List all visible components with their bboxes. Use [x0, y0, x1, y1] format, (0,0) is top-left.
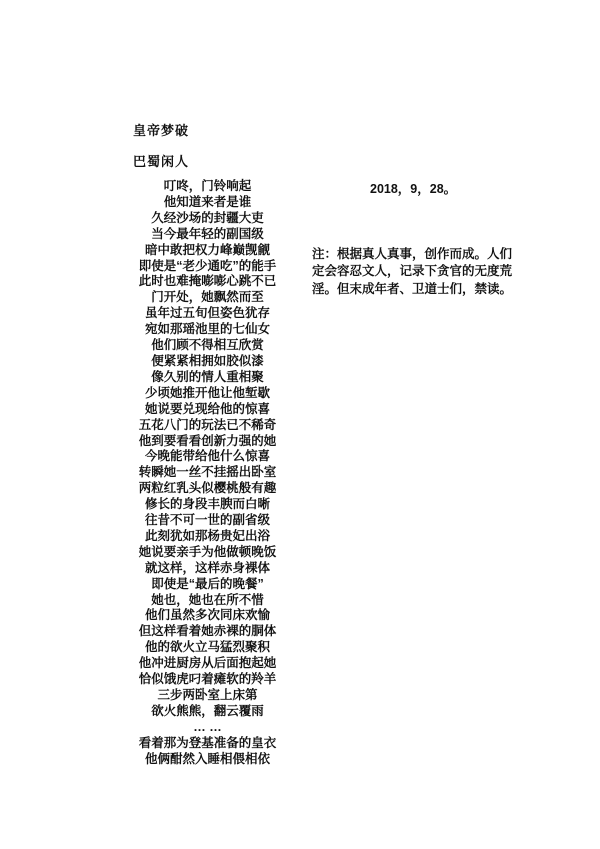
poem-line: 门开处，她飘然而至: [151, 290, 264, 305]
poem-line: 往昔不可一世的副省级: [144, 513, 270, 528]
poem-line: 欲火熊熊，翻云覆雨: [151, 703, 264, 718]
poem-line: 两粒红乳头似樱桃般有趣: [138, 481, 277, 496]
date-text: 2018，9，28。: [370, 182, 457, 196]
poem-line: 他到要看看创新力强的她: [138, 433, 277, 448]
note-line: 注：根据真人真事，创作而成。人们: [312, 247, 513, 261]
poem-line: 少顷她推开他让他堑歇: [144, 385, 270, 400]
poem-line: 虽年过五旬但姿色犹存: [144, 306, 270, 321]
poem-line: 他们顾不得相互欣赏: [151, 338, 264, 353]
poem-line: 今晚能带给他什么惊喜: [144, 449, 270, 464]
poem-line: 宛如那瑶池里的七仙女: [144, 322, 270, 337]
poem-line: 他知道来者是谁: [163, 194, 252, 209]
poem-line: 便紧紧相拥如胶似漆: [151, 353, 264, 368]
note-paragraph: [312, 246, 540, 298]
poem-line: 她说要兑现给他的惊喜: [144, 401, 270, 416]
poem-line: 她也，她也在所不惜: [151, 592, 264, 607]
poem-title: 皇帝梦破: [133, 123, 190, 138]
poem-line: 当今最年轻的副国级: [151, 226, 264, 241]
poem-line: 她说要亲手为他做顿晚饭: [138, 544, 277, 559]
poem-line: 像久别的情人重相聚: [151, 369, 264, 384]
poem-line: … …: [193, 719, 222, 734]
poem-line: 转瞬她一丝不挂摇出卧室: [138, 465, 277, 480]
note-line: 定会容忍文人，记录下贪官的无度荒: [312, 264, 513, 279]
poem-line: 即使是“最后的晚餐”: [151, 576, 264, 591]
poem-line: 但这样看着她赤裸的胴体: [138, 624, 277, 639]
poem-author: 巴蜀闲人: [133, 154, 190, 169]
poem-line: 修长的身段丰腴而白晰: [144, 497, 270, 512]
poem-line: 就这样，这样赤身裸体: [144, 560, 270, 575]
poem-line: 此刻犹如那杨贵妃出浴: [144, 528, 270, 543]
poem-line: 他冲进厨房从后面抱起她: [138, 656, 277, 671]
poem-line: 此时也难掩嘭嘭心跳不已: [138, 274, 277, 289]
poem-line: 他的欲火立马猛烈聚积: [144, 640, 270, 655]
poem-line: 即使是“老少通吃”的能手: [138, 258, 277, 273]
poem-line: 久经沙场的封疆大吏: [151, 210, 264, 225]
poem-body: [85, 179, 330, 768]
poem-line: 暗中敢把权力峰巅觊觎: [144, 242, 270, 257]
poem-line: 五花八门的玩法已不稀奇: [138, 417, 277, 432]
poem-line: 他们虽然多次同床欢愉: [144, 608, 270, 623]
poem-line: 叮咚，门铃响起: [163, 179, 252, 193]
poem-line: 看着那为登基准备的皇衣: [138, 735, 277, 750]
poem-line: 他俩酣然入睡相偎相依: [144, 751, 270, 766]
poem-line: 恰似饿虎叼着瘫软的羚羊: [138, 672, 277, 687]
poem-line: 三步两卧室上床第: [157, 688, 258, 702]
note-line: 淫。但末成年者、卫道士们，禁读。: [312, 281, 513, 296]
